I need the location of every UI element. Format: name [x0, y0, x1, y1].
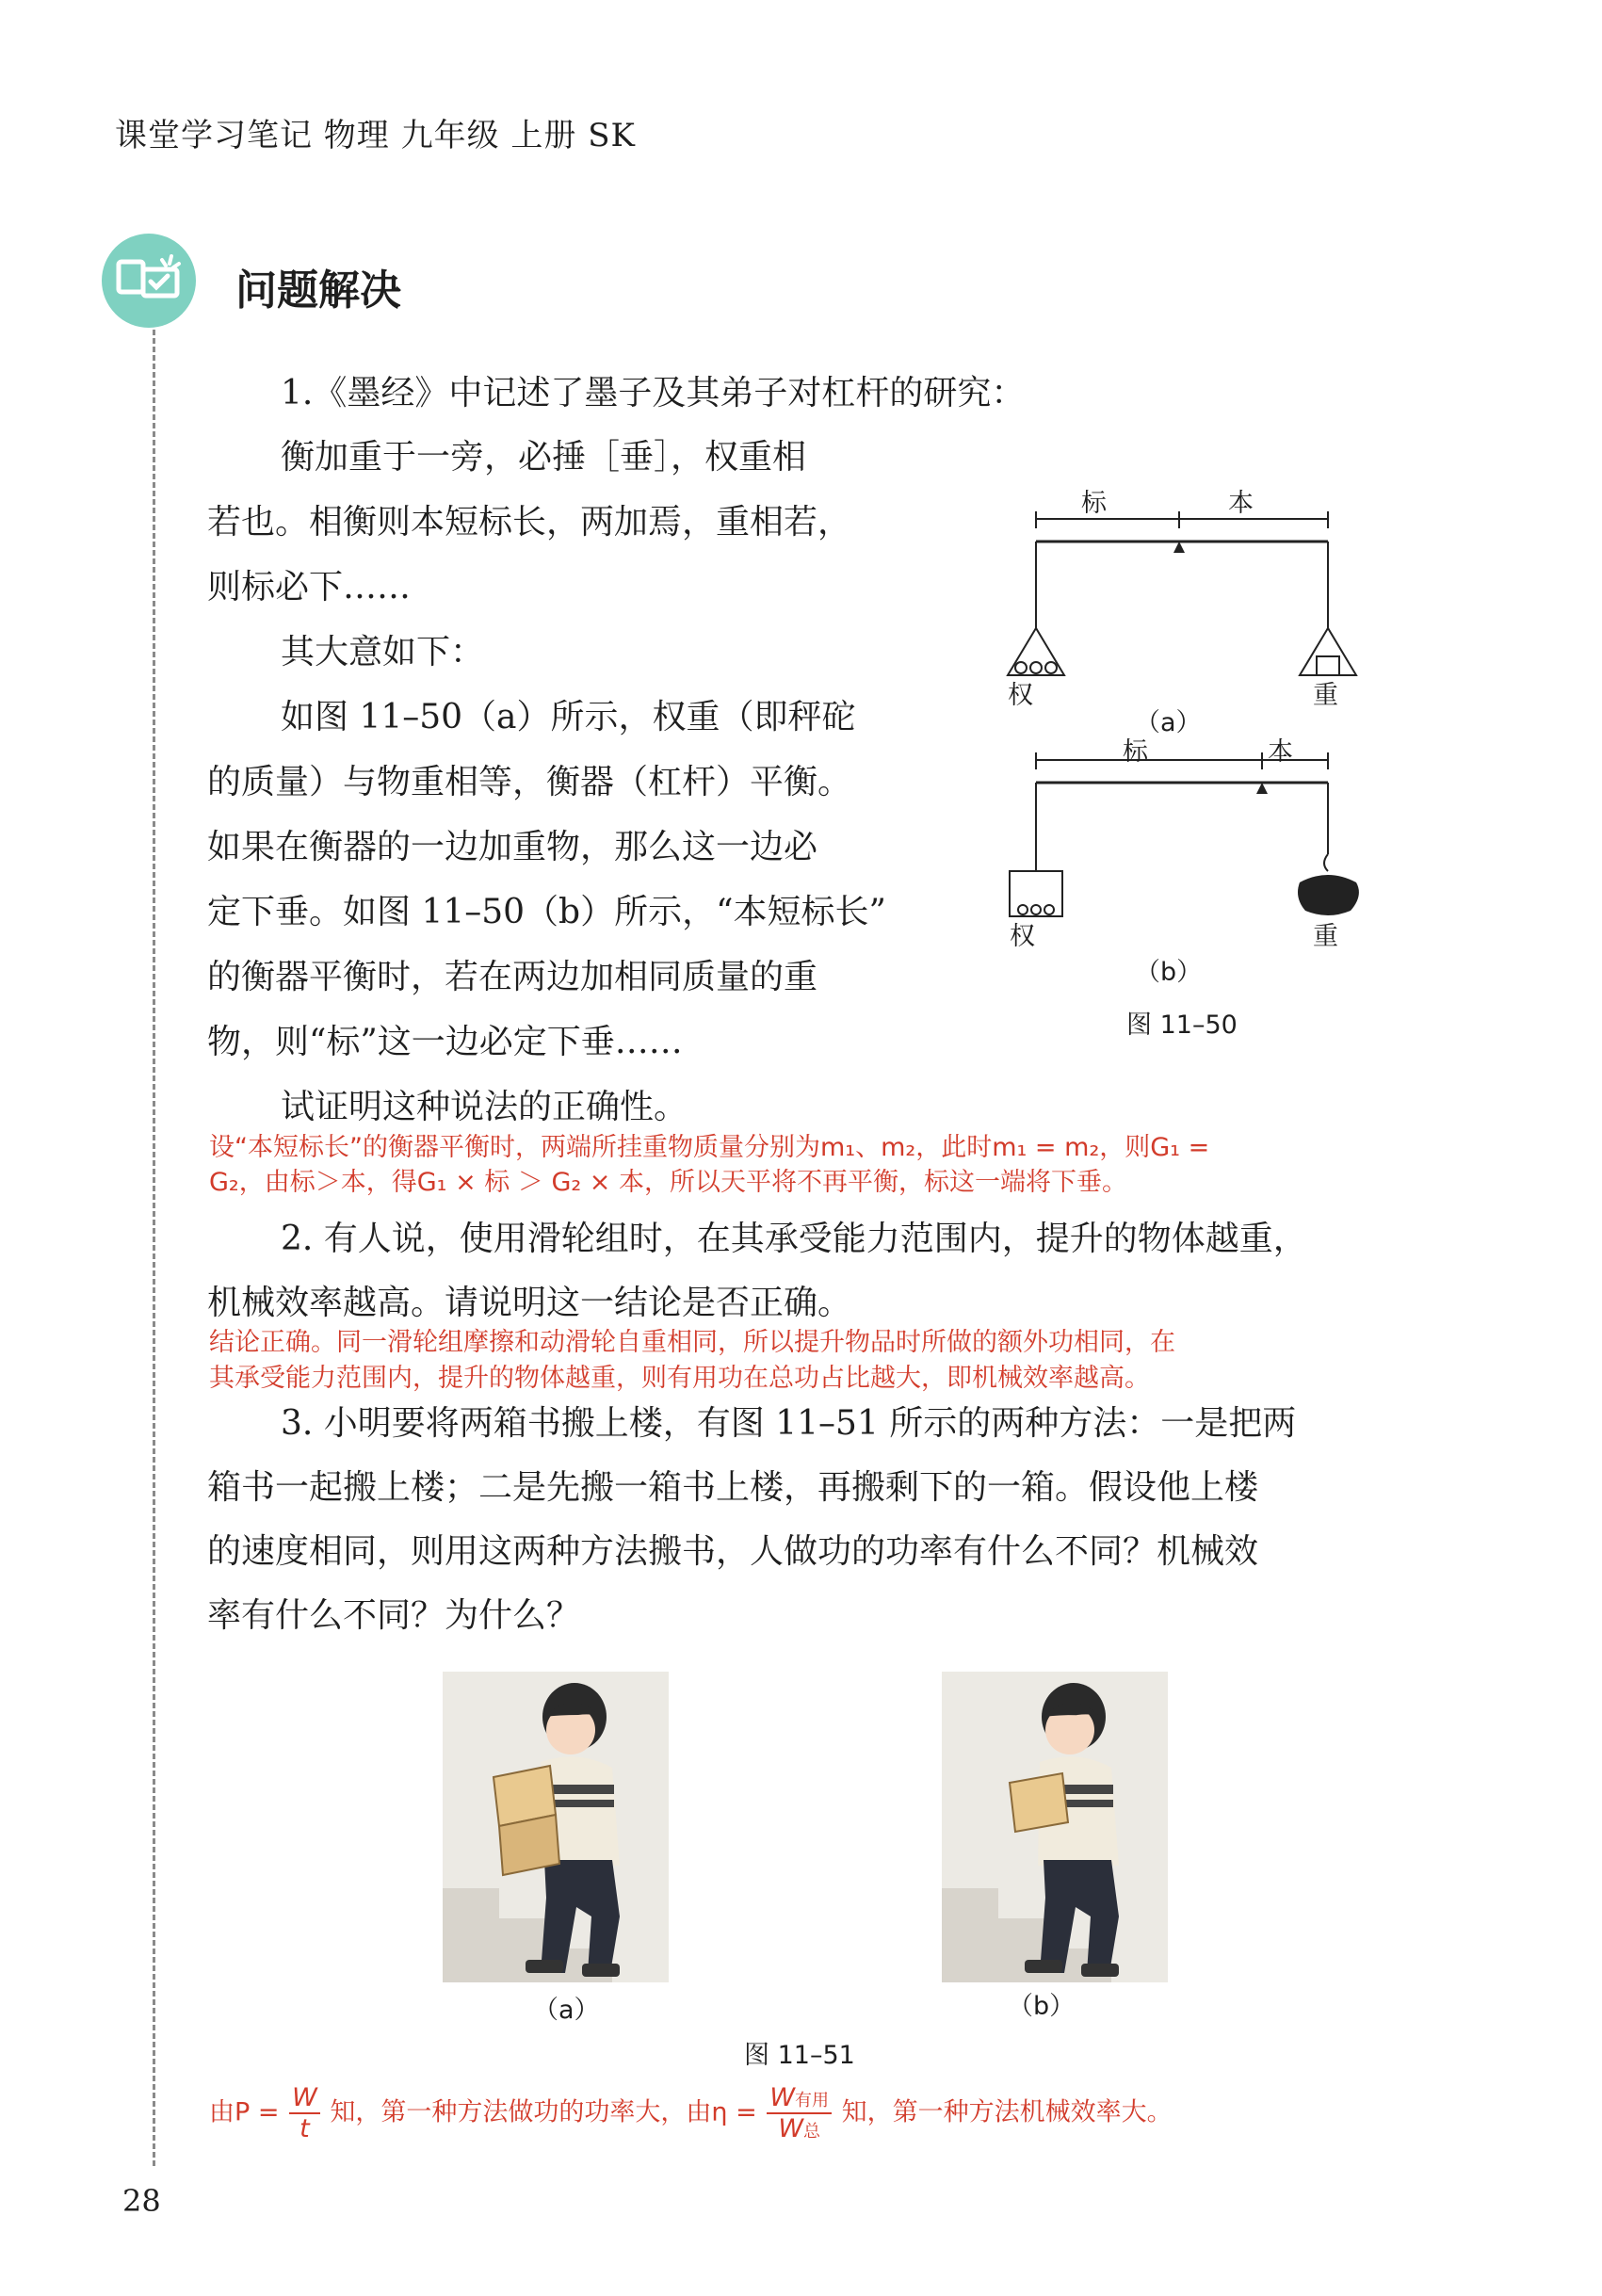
- label-zhong-b: 重: [1313, 922, 1338, 951]
- q3-answer-text: 由P =: [209, 2097, 280, 2127]
- q1-answer-line: G₂，由标＞本，得G₁ × 标 ＞ G₂ × 本，所以天平将不再平衡，标这一端将下垂。: [209, 1168, 1127, 1197]
- figure-sub-caption: （a）: [1135, 708, 1202, 737]
- q1-line: 物，则“标”这一边必定下垂……: [207, 1023, 683, 1061]
- figure-sub-caption: （b）: [1008, 1992, 1076, 2021]
- fraction-numerator: [767, 2085, 832, 2114]
- efficiency-fraction: [767, 2085, 832, 2142]
- q1-line: 如果在衡器的一边加重物，那么这一边必: [207, 828, 818, 866]
- figure-caption: 图 11–50: [1126, 1011, 1238, 1040]
- figure-sub-caption: （b）: [1135, 958, 1203, 987]
- q1-answer-line: 设“本短标长”的衡器平衡时，两端所挂重物质量分别为m₁、m₂，此时m₁ = m₂，则G₁ =: [209, 1133, 1210, 1162]
- running-header: 课堂学习笔记 物理 九年级 上册 SK: [115, 117, 636, 154]
- q1-line: 则标必下……: [207, 568, 412, 606]
- boy-carrying-one-box-illustration: [942, 1672, 1168, 1982]
- q1-line: 的衡器平衡时，若在两边加相同质量的重: [207, 958, 818, 996]
- figure-sub-caption: （a）: [533, 1996, 600, 2025]
- q1-line: 定下垂。如图 11–50（b）所示，“本短标长”: [207, 893, 886, 931]
- q3-answer-text: 知，第一种方法机械效率大。: [841, 2097, 1173, 2127]
- figure-caption: 图 11–51: [744, 2041, 855, 2070]
- page-number: 28: [122, 2183, 161, 2219]
- q1-line: 如图 11–50（a）所示，权重（即秤砣: [281, 698, 856, 736]
- label-zhong-a: 重: [1313, 681, 1338, 710]
- q3-answer-text: 知，第一种方法做功的功率大，由η =: [330, 2097, 757, 2127]
- q2-line: 2. 有人说，使用滑轮组时，在其承受能力范围内，提升的物体越重，: [281, 1220, 1307, 1258]
- fraction-numerator-symbol: W: [769, 2083, 796, 2112]
- q1-line: 的质量）与物重相等，衡器（杠杆）平衡。: [207, 763, 852, 801]
- q3-line: 3. 小明要将两箱书搬上楼，有图 11–51 所示的两种方法：一是把两: [281, 1404, 1297, 1443]
- margin-divider: [153, 330, 155, 2166]
- boy-carrying-two-boxes-illustration: [443, 1672, 669, 1982]
- label-biao-a: 标: [1081, 489, 1107, 518]
- fraction-numerator-subscript: 有用: [795, 2091, 830, 2110]
- q3-line: 率有什么不同？为什么？: [207, 1596, 581, 1635]
- label-ben-a: 本: [1228, 489, 1254, 518]
- q3-answer: [209, 2085, 1173, 2142]
- label-quan-a: 权: [1008, 681, 1033, 710]
- fraction-denominator: t: [299, 2114, 310, 2143]
- q2-answer-line: 结论正确。同一滑轮组摩擦和动滑轮自重相同，所以提升物品时所做的额外功相同，在: [209, 1328, 1175, 1357]
- q1-line: 若也。相衡则本短标长，两加焉，重相若，: [207, 503, 852, 542]
- q1-line: 1.《墨经》中记述了墨子及其弟子对杠杆的研究：: [281, 374, 1026, 412]
- label-biao-b: 标: [1123, 737, 1148, 767]
- section-title: 问题解决: [235, 267, 401, 315]
- fraction-denominator-symbol: W: [778, 2114, 804, 2143]
- check-board-icon: [102, 234, 196, 328]
- q2-line: 机械效率越高。请说明这一结论是否正确。: [207, 1284, 852, 1322]
- q1-line: 试证明这种说法的正确性。: [281, 1088, 688, 1126]
- power-fraction: [289, 2085, 320, 2142]
- q1-line: 衡加重于一旁，必捶［垂］，权重相: [281, 438, 807, 477]
- label-ben-b: 本: [1268, 737, 1293, 767]
- q1-line: 其大意如下：: [281, 633, 485, 671]
- fraction-denominator: [767, 2114, 832, 2142]
- q3-line: 的速度相同，则用这两种方法搬书，人做功的功率有什么不同？机械效: [207, 1532, 1259, 1571]
- fraction-numerator: W: [289, 2085, 320, 2114]
- q2-answer-line: 其承受能力范围内，提升的物体越重，则有用功在总功占比越大，即机械效率越高。: [209, 1364, 1150, 1393]
- label-quan-b: 权: [1010, 922, 1035, 951]
- q3-line: 箱书一起搬上楼；二是先搬一箱书上楼，再搬剩下的一箱。假设他上楼: [207, 1468, 1259, 1507]
- fraction-denominator-subscript: 总: [803, 2122, 821, 2142]
